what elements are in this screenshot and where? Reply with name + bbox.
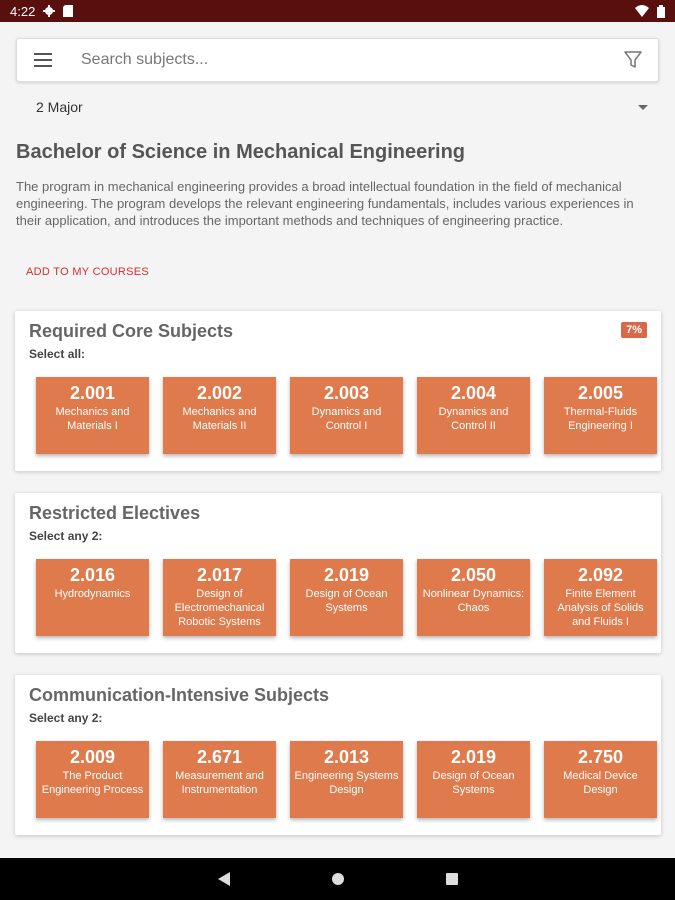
subject-tile[interactable] bbox=[544, 741, 657, 818]
battery-icon bbox=[657, 5, 665, 18]
status-time: 4:22 bbox=[10, 3, 36, 19]
subject-tile[interactable] bbox=[417, 741, 530, 818]
menu-icon[interactable] bbox=[17, 38, 69, 82]
section-title: Required Core Subjects bbox=[29, 321, 234, 341]
progress-badge: 7% bbox=[621, 322, 647, 338]
subject-name: Design of Electromechanical Robotic Systems bbox=[174, 588, 265, 628]
filter-icon[interactable] bbox=[608, 38, 658, 82]
program-title: Bachelor of Science in Mechanical Engineering bbox=[16, 141, 466, 163]
back-icon[interactable] bbox=[212, 867, 236, 891]
wifi-icon bbox=[635, 5, 649, 17]
section-subtitle: Select any 2: bbox=[29, 529, 103, 543]
subject-name: Dynamics and Control II bbox=[438, 406, 509, 432]
subject-tile[interactable] bbox=[544, 559, 657, 636]
navigation-bar bbox=[0, 858, 675, 900]
section-card-required-core bbox=[15, 311, 661, 471]
subject-tile[interactable] bbox=[163, 741, 276, 818]
subject-name: Mechanics and Materials II bbox=[182, 406, 257, 432]
sd-card-icon bbox=[63, 5, 73, 17]
subject-code: 2.750 bbox=[577, 747, 624, 767]
subject-name: Nonlinear Dynamics: Chaos bbox=[422, 588, 525, 614]
subject-name: Medical Device Design bbox=[563, 770, 638, 796]
subject-code: 2.009 bbox=[69, 747, 116, 767]
subject-code: 2.050 bbox=[450, 565, 497, 585]
subject-name: Design of Ocean Systems bbox=[432, 770, 515, 796]
subject-code: 2.092 bbox=[577, 565, 624, 585]
recents-icon[interactable] bbox=[440, 867, 464, 891]
major-select[interactable] bbox=[36, 94, 648, 120]
subject-code: 2.002 bbox=[196, 383, 243, 403]
search-bar bbox=[16, 38, 659, 82]
subject-name: Finite Element Analysis of Solids and Fluids I bbox=[557, 588, 644, 628]
subject-tile[interactable] bbox=[163, 377, 276, 454]
subject-code: 2.019 bbox=[323, 565, 370, 585]
subject-name: Mechanics and Materials I bbox=[55, 406, 130, 432]
subject-name: Design of Ocean Systems bbox=[305, 588, 388, 614]
subject-tile[interactable] bbox=[290, 377, 403, 454]
subject-code: 2.019 bbox=[450, 747, 497, 767]
chevron-down-icon bbox=[638, 105, 648, 110]
add-to-my-courses-button[interactable]: ADD TO MY COURSES bbox=[26, 266, 150, 278]
subject-name: Dynamics and Control I bbox=[311, 406, 382, 432]
subject-name: Hydrodynamics bbox=[54, 588, 131, 600]
major-select-value: 2 Major bbox=[36, 99, 83, 115]
program-description: The program in mechanical engineering provides a broad intellectual foundation in the field of mechanical engineering. The program develops the relevant engineering fundamentals, includes various experiences in their application, and introduces the important methods and techniques of engineering practice. bbox=[16, 179, 634, 228]
section-card-restricted-electives bbox=[15, 493, 661, 653]
status-bar bbox=[0, 0, 675, 22]
subject-tile[interactable] bbox=[36, 377, 149, 454]
subject-tile[interactable] bbox=[290, 741, 403, 818]
subject-code: 2.016 bbox=[69, 565, 116, 585]
section-title: Restricted Electives bbox=[29, 503, 201, 523]
subject-tile[interactable] bbox=[544, 377, 657, 454]
subject-tile[interactable] bbox=[36, 559, 149, 636]
subject-code: 2.005 bbox=[577, 383, 624, 403]
subject-code: 2.017 bbox=[196, 565, 243, 585]
subject-tile[interactable] bbox=[417, 377, 530, 454]
subject-tile[interactable] bbox=[417, 559, 530, 636]
subject-code: 2.671 bbox=[196, 747, 243, 767]
subject-tile[interactable] bbox=[36, 741, 149, 818]
subject-name: Engineering Systems Design bbox=[294, 770, 399, 796]
section-title: Communication-Intensive Subjects bbox=[29, 685, 330, 705]
home-icon[interactable] bbox=[326, 867, 350, 891]
subject-name: Measurement and Instrumentation bbox=[175, 770, 264, 796]
subject-code: 2.001 bbox=[69, 383, 116, 403]
subject-code: 2.003 bbox=[323, 383, 370, 403]
subject-name: Thermal-Fluids Engineering I bbox=[563, 406, 638, 432]
settings-icon bbox=[43, 5, 55, 17]
subject-tile[interactable] bbox=[163, 559, 276, 636]
section-subtitle: Select all: bbox=[29, 347, 86, 361]
subject-code: 2.004 bbox=[450, 383, 497, 403]
subject-name: The Product Engineering Process bbox=[41, 770, 144, 796]
search-input[interactable] bbox=[69, 40, 608, 80]
section-card-communication-intensive bbox=[15, 675, 661, 835]
subject-tile[interactable] bbox=[290, 559, 403, 636]
section-subtitle: Select any 2: bbox=[29, 711, 103, 725]
subject-code: 2.013 bbox=[323, 747, 370, 767]
